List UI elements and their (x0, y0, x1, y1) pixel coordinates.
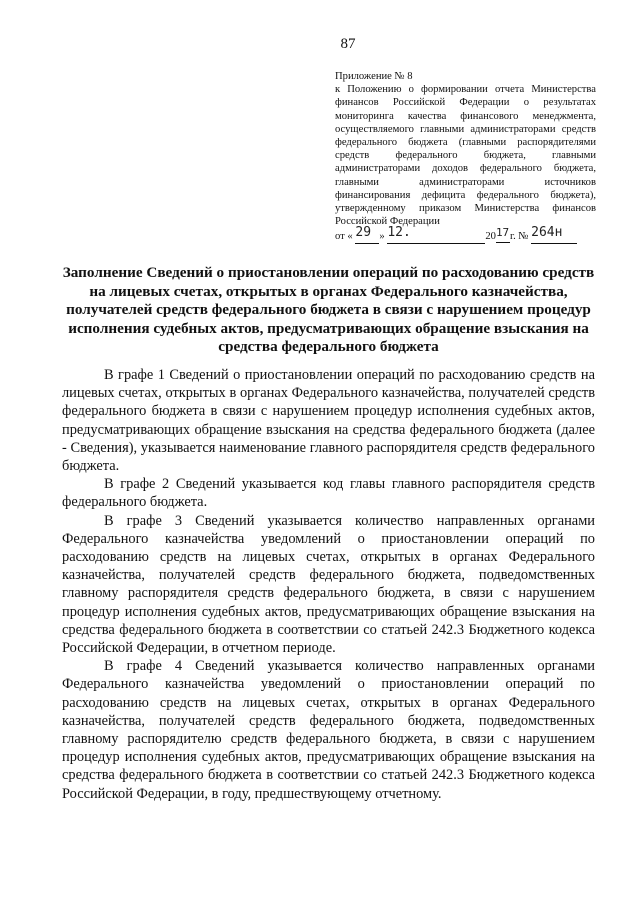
order-month-field (387, 225, 485, 244)
appendix-title: Приложение № 8 (335, 71, 413, 82)
paragraph-2: В графе 2 Сведений указывается код главы главного распорядителя средств федерального бюджета. (62, 476, 595, 511)
paragraph-4: В графе 4 Сведений указывается количество направленных органами Федерального казначейства уведомлений о приостановлении операций по расходованию средств на лицевых счетах, открытых в органах Федерального казначейства, получателей средств федерального бюджета, подведомственных главному распорядителю средств федерального бюджета, в связи с нарушением процедур исполнения судебных актов, предусматривающих обращение взыскания на средства федерального бюджета в соответствии со статьей 242.3 Бюджетного кодекса Российской Федерации, в году, предшествующему отчетному. (62, 658, 595, 802)
order-year-suffix: 17 (495, 226, 510, 239)
order-day: 29 (355, 225, 372, 240)
document-heading: Заполнение Сведений о приостановлении операций по расходованию средств на лицевых счетах, открытых в органах Федерального казначейства, получателей средств федерального бюджета в связи с нарушением процедур исполнения судебных актов, предусматривающих обращение взыскания на средства федерального бюджета (62, 264, 595, 356)
page-number: 87 (340, 36, 356, 52)
appendix-text: к Положению о формировании отчета Министерства финансов Российской Федерации о результатах мониторинга качества финансового менеджмента, осуществляемого главными администраторами средств федерального бюджета (главными распорядителями средств федерального бюджета, главными администраторами доходов федерального бюджета, главными администраторами источников финансирования дефицита федерального бюджета), утвержденному приказом Министерства финансов Российской Федерации (335, 84, 596, 228)
order-year-label: г. № (509, 231, 529, 242)
order-number: 264н (531, 225, 563, 240)
order-day-field (355, 225, 379, 244)
order-year-prefix: 20 (485, 231, 496, 242)
order-date-line (335, 225, 605, 244)
appendix-block (335, 70, 596, 228)
paragraph-1: В графе 1 Сведений о приостановлении операций по расходованию средств на лицевых счетах, открытых в органах Федерального казначейства, получателей средств федерального бюджета в связи с нарушением процедур исполнения судебных актов, предусматривающих обращение взыскания на средства федерального бюджета (далее - Сведения), указывается наименование главного распорядителя средств федерального бюджета. (62, 367, 595, 475)
order-year-field (495, 226, 510, 243)
order-from-label: от « (335, 231, 353, 242)
document-body (62, 366, 595, 803)
order-month: 12. (387, 225, 411, 240)
order-day-close: » (379, 231, 385, 242)
paragraph-3: В графе 3 Сведений указывается количество направленных органами Федерального казначейства уведомлений о приостановлении операций по расходованию средств на лицевых счетах, открытых в органах Федерального казначейства, получателей средств федерального бюджета, подведомственных главному распорядителя средств федерального бюджета, в связи с нарушением процедур исполнения судебных актов, предусматривающих обращение взыскания на средства федерального бюджета в соответствии со статьей 242.3 Бюджетного кодекса Российской Федерации, в отчетном периоде. (62, 512, 595, 657)
order-number-field (531, 225, 577, 244)
